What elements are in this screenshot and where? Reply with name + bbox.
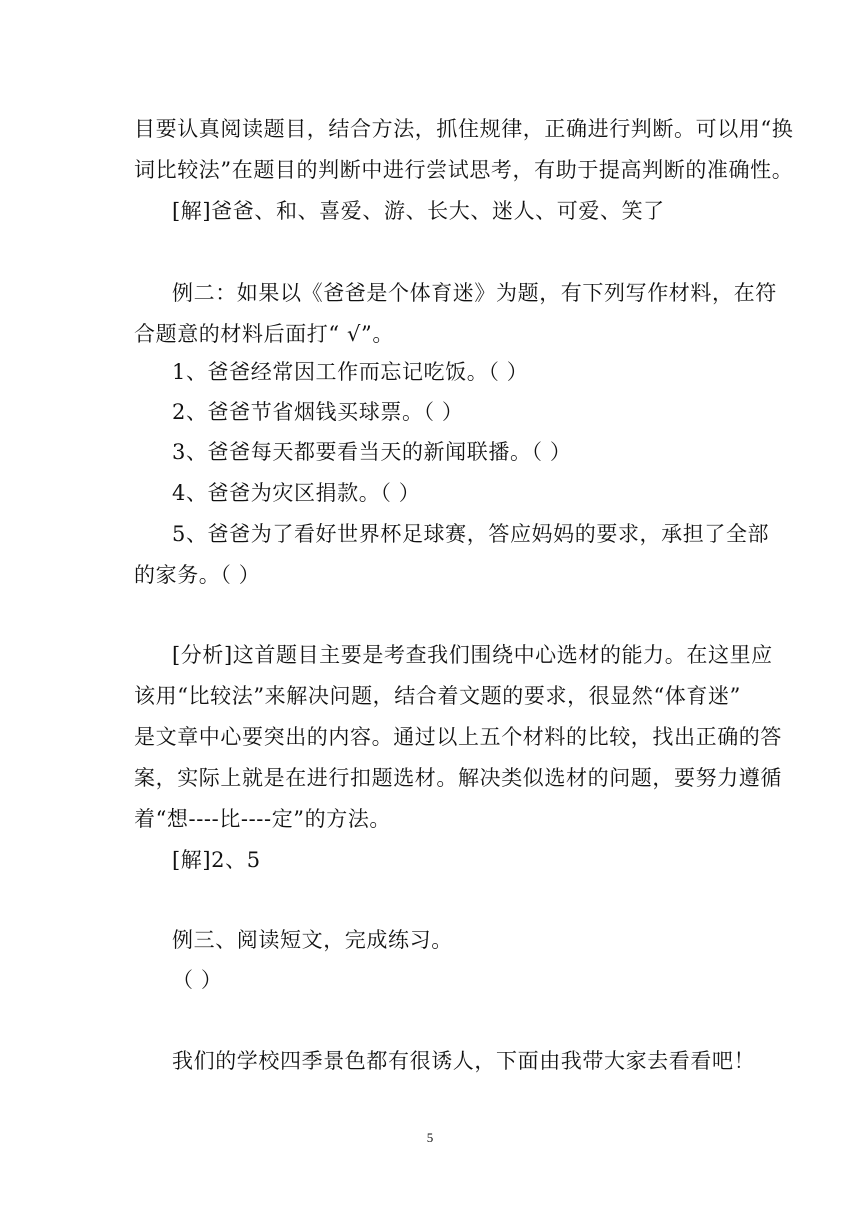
example3-passage-line-1: 我们的学校四季景色都有很诱人，下面由我带大家去看看吧！ bbox=[172, 1049, 756, 1073]
example2-item-2: 2、爸爸节省烟钱买球票。（ ） bbox=[172, 400, 464, 424]
example2-analysis-line-1: [分析]这首题目主要是考查我们围绕中心选材的能力。在这里应 bbox=[172, 643, 773, 667]
example3-title: 例三、阅读短文，完成练习。 bbox=[172, 928, 453, 952]
example2-item-1: 1、爸爸经常因工作而忘记吃饭。（ ） bbox=[172, 360, 529, 384]
example2-item-5-continued: 的家务。（ ） bbox=[134, 563, 261, 587]
example2-question-line-2: 合题意的材料后面打“ √”。 bbox=[134, 322, 394, 346]
example2-item-3: 3、爸爸每天都要看当天的新闻联播。（ ） bbox=[172, 440, 572, 464]
example2-question-line-1: 例二：如果以《爸爸是个体育迷》为题，有下列写作材料，在符 bbox=[172, 281, 777, 305]
page-number: 5 bbox=[426, 1130, 434, 1145]
example2-analysis-line-3: 是文章中心要突出的内容。通过以上五个材料的比较，找出正确的答 bbox=[134, 725, 782, 749]
example2-answer: [解]2、5 bbox=[172, 848, 261, 872]
example3-title-blank: （ ） bbox=[172, 968, 223, 992]
example2-item-5: 5、爸爸为了看好世界杯足球赛，答应妈妈的要求，承担了全部 bbox=[172, 522, 770, 546]
example2-analysis-line-2: 该用“比较法”来解决问题，结合着文题的要求，很显然“体育迷” bbox=[134, 684, 741, 708]
intro-line-1: 目要认真阅读题目，结合方法，抓住规律，正确进行判断。可以用“换 bbox=[134, 117, 794, 141]
example2-analysis-line-5: 着“想----比----定”的方法。 bbox=[134, 807, 392, 831]
example2-analysis-line-4: 案，实际上就是在进行扣题选材。解决类似选材的问题，要努力遵循 bbox=[134, 766, 782, 790]
example2-item-4: 4、爸爸为灾区捐款。（ ） bbox=[172, 481, 421, 505]
example1-answer: [解]爸爸、和、喜爱、游、长大、迷人、可爱、笑了 bbox=[172, 199, 665, 223]
intro-line-2: 词比较法”在题目的判断中进行尝试思考，有助于提高判断的准确性。 bbox=[134, 158, 794, 182]
